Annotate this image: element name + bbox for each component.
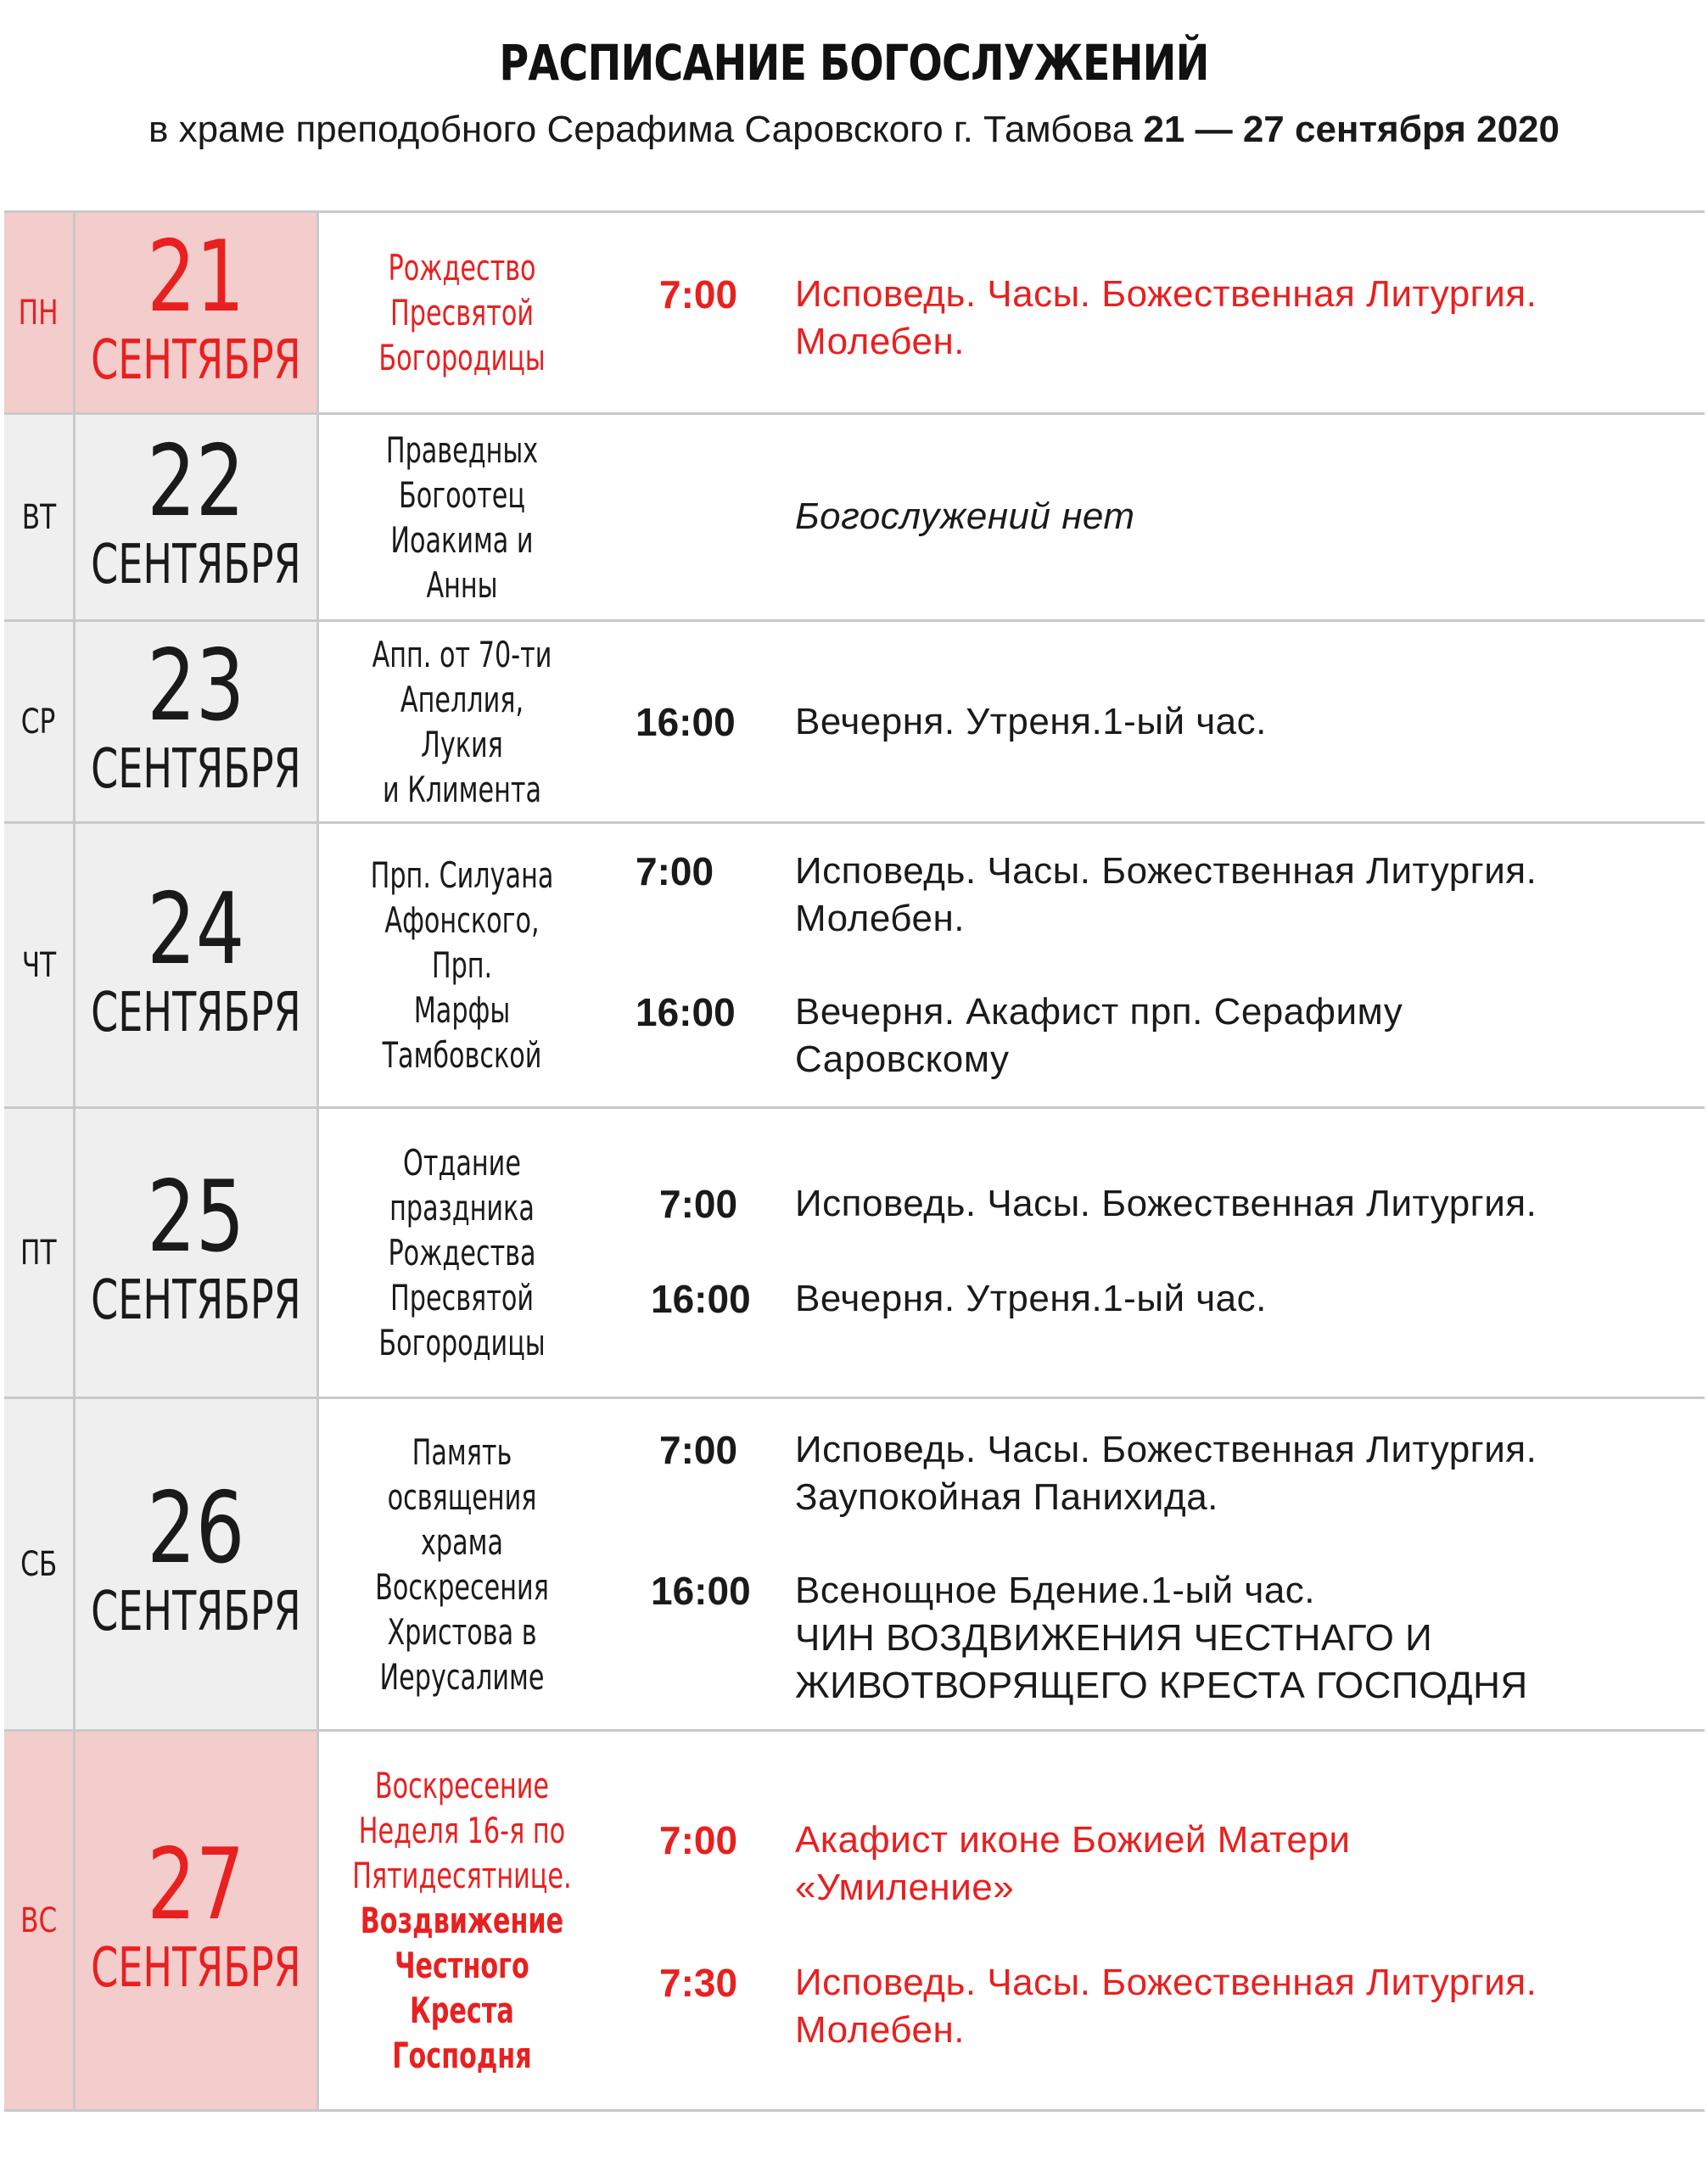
- services-cell: [605, 1732, 1705, 2109]
- weekday-cell: [4, 1109, 76, 1397]
- service-time: 7:00: [636, 849, 714, 893]
- service-description: Исповедь. Часы. Божественная Литургия. Молебен.: [795, 273, 1537, 362]
- service-time: 16:00: [636, 700, 736, 744]
- date-month: СЕНТЯБРЯ: [91, 737, 301, 801]
- services-cell: [605, 824, 1705, 1106]
- day-row-thursday: [4, 824, 1705, 1109]
- weekday-cell: [4, 824, 76, 1106]
- date-cell: [76, 415, 319, 619]
- services-cell: [605, 415, 1705, 619]
- feast-cell: [319, 622, 605, 821]
- day-row-monday: [4, 213, 1705, 415]
- service-description: Исповедь. Часы. Божественная Литургия. Заупокойная Панихида.: [795, 1429, 1537, 1518]
- schedule-table: [4, 210, 1705, 2112]
- subtitle-dates: 21 — 27 сентября 2020: [1143, 109, 1560, 150]
- day-row-wednesday: [4, 622, 1705, 824]
- service-description: Всенощное Бдение.1-ый час. ЧИН ВОЗДВИЖЕНИЯ ЧЕСТНАГО И ЖИВОТВОРЯЩЕГО КРЕСТА ГОСПОДНЯ: [795, 1570, 1528, 1706]
- feast-text: [352, 1763, 571, 2078]
- date-number: 24: [147, 871, 245, 987]
- feast-text: Прп. Силуана Афонского, Прп. Марфы Тамбовской: [370, 854, 554, 1076]
- date-number: 25: [147, 1159, 245, 1274]
- service-description: Исповедь. Часы. Божественная Литургия. Молебен.: [795, 1962, 1537, 2051]
- weekday-cell: [4, 415, 76, 619]
- feast-text: Память освящения храма Воскресения Христова в Иерусалиме: [375, 1430, 549, 1698]
- weekday-cell: [4, 622, 76, 821]
- feast-cell: [319, 1399, 605, 1729]
- page-subtitle: [0, 109, 1708, 151]
- service-description: Вечерня. Утреня.1-ый час.: [795, 701, 1267, 742]
- service-description: Богослужений нет: [795, 495, 1135, 537]
- services-cell: [605, 622, 1705, 821]
- service-time: 16:00: [636, 990, 736, 1034]
- date-number: 21: [147, 219, 245, 334]
- day-row-saturday: [4, 1399, 1705, 1732]
- feast-text: Праведных Богоотец Иоакима и Анны: [385, 428, 539, 606]
- service-time: 16:00: [651, 1569, 751, 1613]
- weekday-label: ЧТ: [21, 945, 56, 985]
- date-cell: [76, 213, 319, 412]
- feast-text: Отдание праздника Рождества Пресвятой Богородицы: [378, 1142, 546, 1363]
- service-time: 16:00: [651, 1277, 751, 1321]
- service-time: 7:00: [659, 1428, 738, 1472]
- weekday-cell: [4, 213, 76, 412]
- service-time: 7:30: [659, 1961, 738, 2005]
- feast-cell: [319, 415, 605, 619]
- feast-cell: [319, 1732, 605, 2109]
- weekday-label: СР: [21, 702, 56, 742]
- services-cell: [605, 1109, 1705, 1397]
- service-description: Исповедь. Часы. Божественная Литургия. Молебен.: [795, 850, 1537, 939]
- date-number: 26: [147, 1470, 245, 1586]
- weekday-cell: [4, 1732, 76, 2109]
- service-description: Акафист иконе Божией Матери «Умиление»: [795, 1819, 1351, 1908]
- service-time: 7:00: [659, 272, 738, 316]
- feast-text-regular: Воскресение Неделя 16-я по Пятидесятнице.: [352, 1765, 572, 1896]
- service-description: Вечерня. Утреня.1-ый час.: [795, 1278, 1267, 1319]
- date-month: СЕНТЯБРЯ: [91, 328, 301, 392]
- date-cell: [76, 1109, 319, 1397]
- date-cell: [76, 622, 319, 821]
- feast-text: Рождество Пресвятой Богородицы: [378, 247, 546, 378]
- date-number: 23: [147, 628, 245, 743]
- date-month: СЕНТЯБРЯ: [91, 1268, 301, 1332]
- service-time: 7:00: [659, 1818, 738, 1862]
- weekday-label: ВТ: [21, 497, 56, 537]
- services-cell: [605, 1399, 1705, 1729]
- service-time: 7:00: [659, 1182, 738, 1226]
- weekday-label: ВС: [20, 1900, 58, 1940]
- date-cell: [76, 824, 319, 1106]
- date-number: 22: [147, 423, 245, 539]
- feast-cell: [319, 824, 605, 1106]
- feast-text-bold: Воздвижение Честного Креста Господня: [360, 1900, 564, 2076]
- weekday-label: ПТ: [20, 1233, 57, 1273]
- date-month: СЕНТЯБРЯ: [91, 533, 301, 596]
- subtitle-location: в храме преподобного Серафима Саровского г. Тамбова: [148, 109, 1144, 150]
- date-month: СЕНТЯБРЯ: [91, 1580, 301, 1643]
- date-month: СЕНТЯБРЯ: [91, 981, 301, 1044]
- feast-cell: [319, 213, 605, 412]
- weekday-cell: [4, 1399, 76, 1729]
- weekday-label: ПН: [19, 293, 59, 333]
- services-cell: [605, 213, 1705, 412]
- date-month: СЕНТЯБРЯ: [91, 1936, 301, 2000]
- service-description: Исповедь. Часы. Божественная Литургия.: [795, 1183, 1537, 1224]
- weekday-label: СБ: [20, 1544, 58, 1584]
- feast-cell: [319, 1109, 605, 1397]
- day-row-friday: [4, 1109, 1705, 1399]
- date-cell: [76, 1399, 319, 1729]
- day-row-sunday: [4, 1732, 1705, 2112]
- date-number: 27: [147, 1827, 245, 1942]
- feast-text: Апп. от 70-ти Апеллия, Лукия и Климента: [372, 633, 552, 810]
- page-title: РАСПИСАНИЕ БОГОСЛУЖЕНИЙ: [499, 34, 1209, 92]
- service-description: Вечерня. Акафист прп. Серафиму Саровскому: [795, 991, 1403, 1080]
- day-row-tuesday: [4, 415, 1705, 622]
- date-cell: [76, 1732, 319, 2109]
